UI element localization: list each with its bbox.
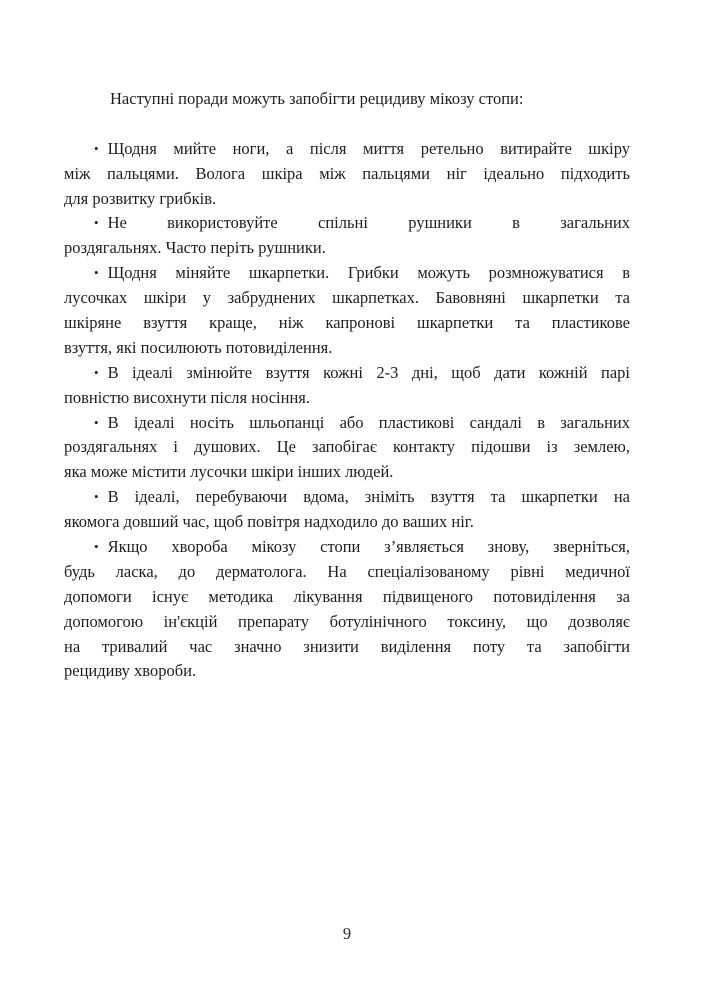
text-line (64, 137, 630, 162)
bullet-icon: • (94, 265, 99, 281)
text-line: шкіряне взуття краще, ніж капронові шкарпетки та пластикове (64, 313, 630, 333)
text-line (64, 361, 630, 386)
text-line: рецидиву хвороби. (64, 661, 197, 681)
text-line: роздягальнях. Часто періть рушники. (64, 238, 326, 258)
bullet-icon: • (94, 539, 99, 555)
line-text: Якщо хвороба мікозу стопи з’являється знову, зверніться, (107, 537, 630, 557)
text-line: лусочках шкіри у забруднених шкарпетках. Бавовняні шкарпетки та (64, 288, 630, 308)
line-text: В ідеалі, перебуваючи вдома, зніміть взуття та шкарпетки на (107, 487, 630, 507)
bullet-icon: • (94, 364, 99, 380)
line-text: Щодня мийте ноги, а після миття ретельно витирайте шкіру (107, 138, 630, 158)
text-line: якомога довший час, щоб повітря надходило до ваших ніг. (64, 512, 474, 532)
text-line: допомогою ін'єкцій препарату ботулінічного токсину, що дозволяє (64, 611, 630, 631)
text-line: будь ласка, до дерматолога. На спеціалізованому рівні медичної (64, 561, 630, 581)
line-text: В ідеалі носіть шльопанці або пластикові сандалі в загальних (107, 412, 630, 432)
text-line: повністю висохнути після носіння. (64, 387, 311, 407)
text-line: роздягальнях і душових. Це запобігає контакту підошви із землею, (64, 437, 630, 457)
text-line (64, 261, 630, 286)
text-block (64, 87, 630, 684)
text-line: для розвитку грибків. (64, 188, 217, 208)
line-text: В ідеалі змінюйте взуття кожні 2-3 дні, щоб дати кожній парі (107, 362, 630, 382)
bullet-icon: • (94, 489, 99, 505)
bullet-paragraph-6 (64, 485, 630, 535)
text-line (64, 211, 630, 236)
bullet-icon: • (94, 140, 99, 156)
bullet-icon: • (94, 215, 99, 231)
text-line: на тривалий час значно знизити виділення поту та запобігти (64, 636, 630, 656)
text-line (64, 411, 630, 436)
bullet-icon: • (94, 414, 99, 430)
text-line: між пальцями. Волога шкіра між пальцями ніг ідеально підходить (64, 163, 630, 183)
bullet-paragraph-2 (64, 211, 630, 261)
text-line: яка може містити лусочки шкіри інших людей. (64, 462, 394, 482)
bullet-paragraph-5 (64, 411, 630, 486)
text-line (64, 535, 630, 560)
intro-paragraph: Наступні поради можуть запобігти рецидиву мікозу стопи: (110, 89, 524, 108)
bullet-paragraph-7 (64, 535, 630, 684)
bullet-paragraph-4 (64, 361, 630, 411)
bullet-paragraph-3 (64, 261, 630, 361)
bullet-paragraph-1 (64, 137, 630, 212)
line-text: Щодня міняйте шкарпетки. Грибки можуть розмножуватися в (107, 263, 630, 283)
text-line (64, 485, 630, 510)
line-text: Не використовуйте спільні рушники в загальних (107, 213, 630, 233)
text-line: взуття, які посилюють потовиділення. (64, 337, 333, 357)
page-number: 9 (342, 924, 352, 943)
text-line: допомоги існує методика лікування підвищеного потовиділення за (64, 586, 630, 606)
